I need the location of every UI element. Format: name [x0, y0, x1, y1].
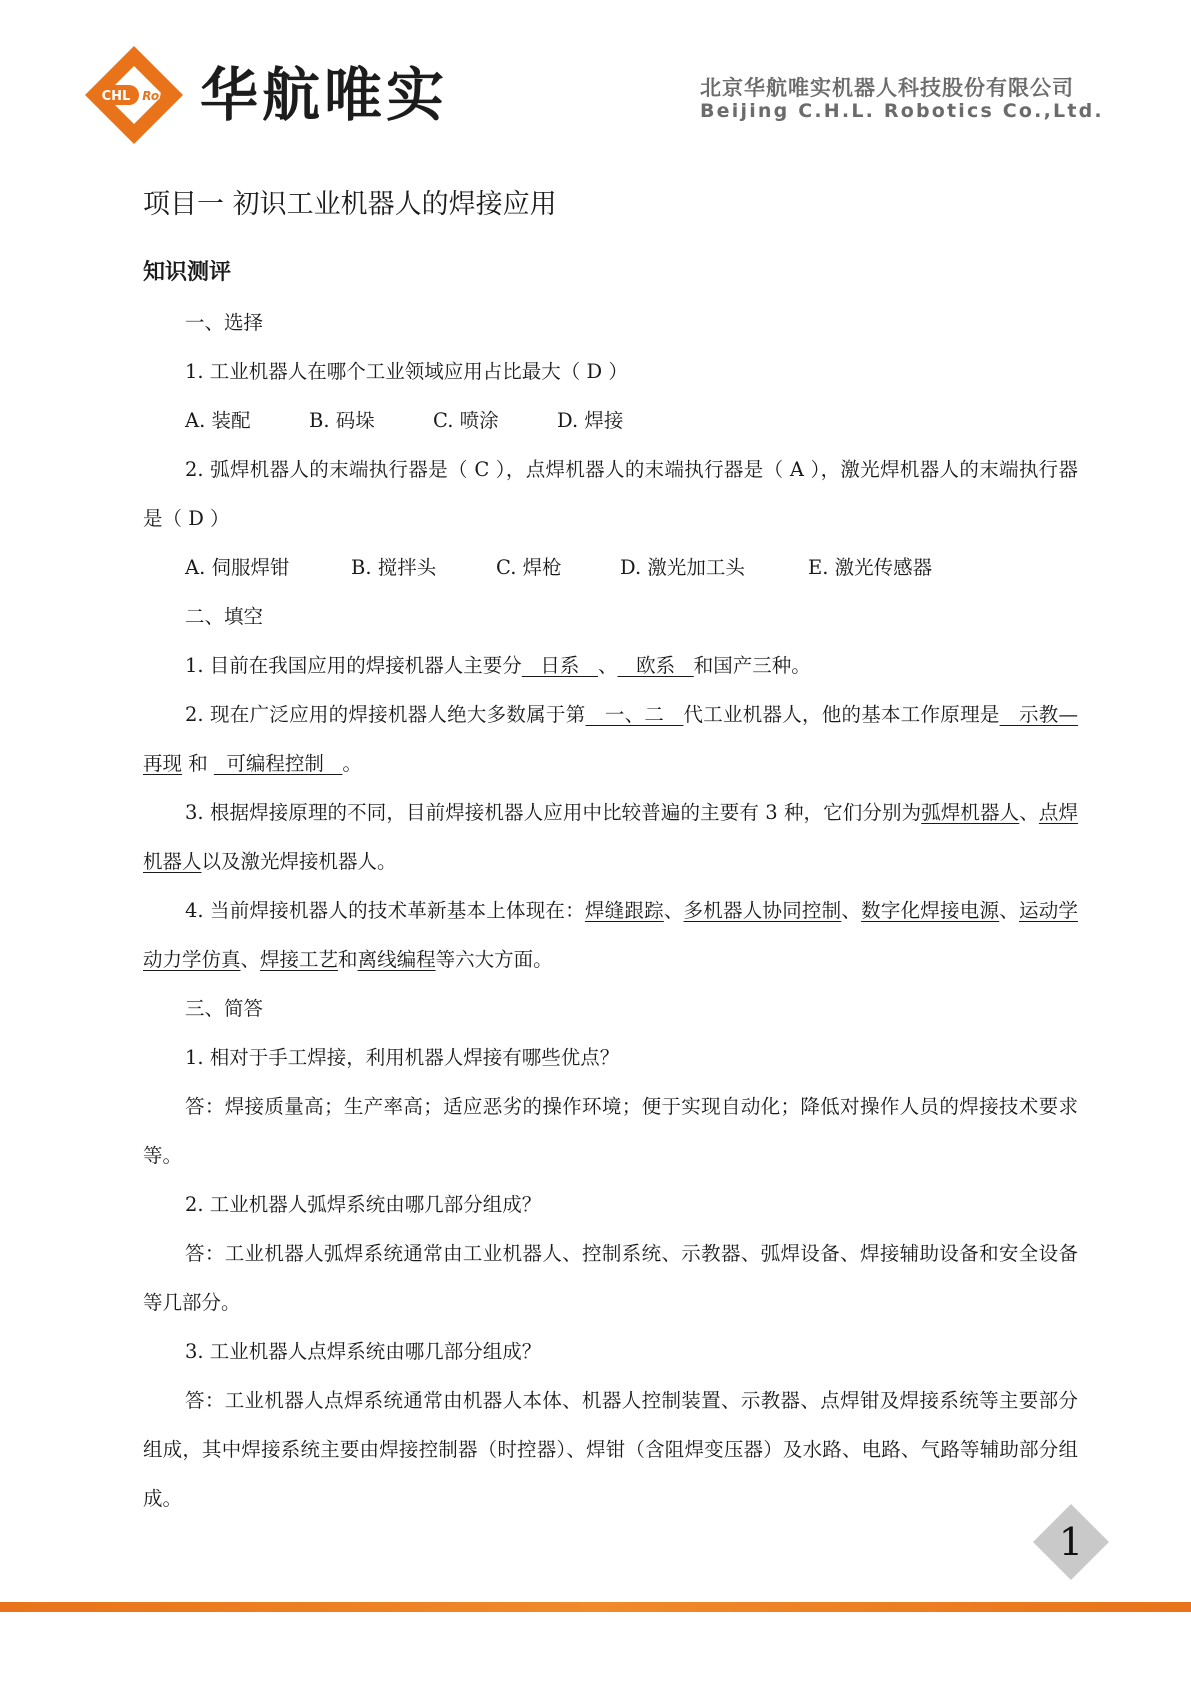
chl-logo-icon [83, 44, 185, 146]
project-title: 项目一 初识工业机器人的焊接应用 [143, 189, 557, 220]
part2-question-4: 4. 当前焊接机器人的技术革新基本上体现在：焊缝跟踪、多机器人协同控制、数字化焊接电源、运动学动力学仿真、焊接工艺和离线编程等六大方面。 [143, 899, 1078, 971]
answer-blank: 离线编程 [357, 948, 436, 971]
option: C. 焊枪 [496, 556, 562, 579]
answer-blank: 一、二 [585, 703, 684, 726]
part1-heading: 一、选择 [185, 311, 264, 334]
option: C. 喷涂 [433, 409, 499, 432]
footer-band [0, 1602, 1191, 1612]
logo-text-chl: CHL [101, 89, 131, 104]
part3-heading: 三、简答 [185, 997, 264, 1020]
company-name-en: Beijing C.H.L. Robotics Co.,Ltd. [700, 100, 1104, 122]
part3-answer-2: 答：工业机器人弧焊系统通常由工业机器人、控制系统、示教器、弧焊设备、焊接辅助设备和安全设备等几部分。 [143, 1242, 1078, 1314]
answer-blank: 多机器人协同控制 [683, 899, 842, 922]
document-body [143, 180, 1078, 1523]
page-number-badge [1031, 1502, 1111, 1582]
part3-question-3: 3. 工业机器人点焊系统由哪几部分组成？ [185, 1340, 542, 1363]
part3-answer-3: 答：工业机器人点焊系统通常由机器人本体、机器人控制装置、示教器、点焊钳及焊接系统等主要部分组成，其中焊接系统主要由焊接控制器（时控器）、焊钳（含阻焊变压器）及水路、电路、气路等辅助部分组成。 [143, 1389, 1078, 1510]
page-number: 1 [1058, 1520, 1084, 1564]
answer-blank: 日系 [521, 654, 599, 677]
part2-heading: 二、填空 [185, 605, 264, 628]
part1-q1-options [185, 396, 1078, 445]
option: E. 激光传感器 [808, 556, 933, 579]
page-header [0, 0, 1191, 150]
answer-blank: 欧系 [617, 654, 694, 677]
answer-blank: 数字化焊接电源 [861, 899, 1000, 922]
answer-blank: 运动学动力学仿真 [143, 899, 1078, 971]
part2-question-2: 2. 现在广泛应用的焊接机器人绝大多数属于第 一、二 代工业机器人，他的基本工作原理是 示教—再现 和 可编程控制 。 [143, 703, 1078, 775]
answer-blank: 焊缝跟踪 [584, 899, 664, 922]
part1-q2-options [185, 543, 1078, 592]
brand-name: 华航唯实 [200, 61, 449, 129]
logo-text-rob: Rob [142, 89, 168, 103]
option: B. 搅拌头 [351, 556, 437, 579]
option: D. 激光加工头 [620, 556, 745, 579]
answer-blank: 示教—再现 [143, 703, 1078, 775]
part3-question-1: 1. 相对于手工焊接，利用机器人焊接有哪些优点？ [185, 1046, 620, 1069]
section-title: 知识测评 [143, 260, 232, 285]
part3-question-2: 2. 工业机器人弧焊系统由哪几部分组成？ [185, 1193, 542, 1216]
option: B. 码垛 [309, 409, 375, 432]
part3-answer-1: 答：焊接质量高；生产率高；适应恶劣的操作环境；便于实现自动化；降低对操作人员的焊接技术要求等。 [143, 1095, 1078, 1167]
part1-question-2: 2. 弧焊机器人的末端执行器是（ C ），点焊机器人的末端执行器是（ A ），激光焊机器人的末端执行器是（ D ） [143, 458, 1078, 530]
answer-blank: 弧焊机器人 [921, 801, 1020, 824]
answer-blank: 点焊机器人 [143, 801, 1078, 873]
answer-blank: 焊接工艺 [260, 948, 339, 971]
option: A. 装配 [185, 409, 251, 432]
part1-question-1: 1. 工业机器人在哪个工业领域应用占比最大（ D ） [185, 360, 628, 383]
part2-question-3: 3. 根据焊接原理的不同，目前焊接机器人应用中比较普遍的主要有 3 种，它们分别为弧焊机器人、点焊机器人以及激光焊接机器人。 [143, 801, 1078, 873]
answer-blank: 可编程控制 [213, 752, 343, 775]
option: D. 焊接 [557, 409, 624, 432]
part2-question-1: 1. 目前在我国应用的焊接机器人主要分 日系 、 欧系 和国产三种。 [185, 654, 811, 677]
option: A. 伺服焊钳 [185, 556, 290, 579]
company-name-cn: 北京华航唯实机器人科技股份有限公司 [700, 76, 1074, 100]
